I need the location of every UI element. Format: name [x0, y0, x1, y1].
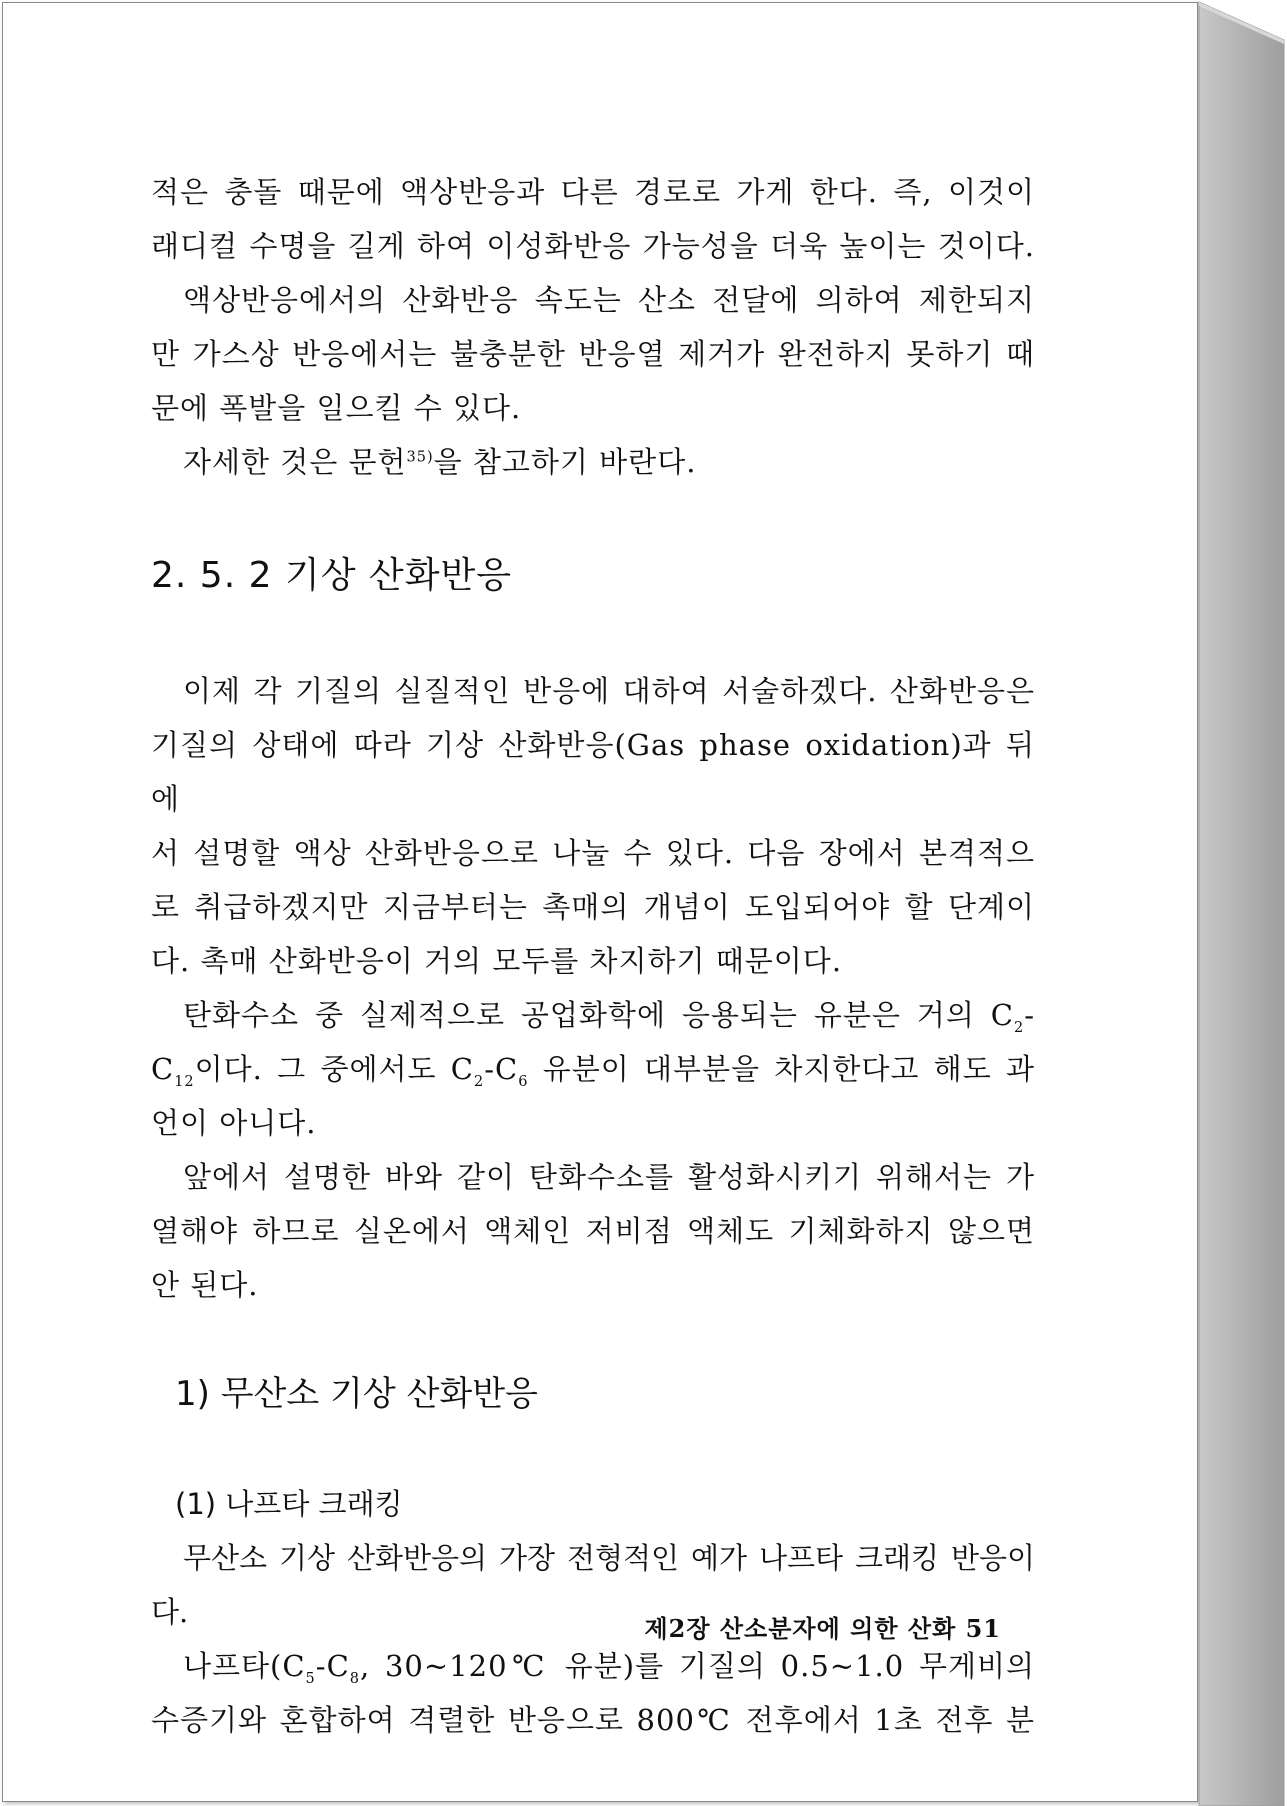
text-span: 을 참고하기 바란다. [433, 445, 697, 479]
text-span: 유분이 대부분을 차지한다고 해도 과 [528, 1052, 1035, 1086]
text-span: C [151, 1052, 175, 1086]
paragraph-line: 래디컬 수명을 길게 하여 이성화반응 가능성을 더욱 높이는 것이다. [151, 229, 1035, 263]
paragraph-line: 기질의 상태에 따라 기상 산화반응(Gas phase oxidation)과 뒤에 [151, 728, 1035, 816]
text-span: 탄화수소 중 실제적으로 공업화학에 응용되는 유분은 거의 C [183, 998, 1014, 1032]
text-span: - [1024, 998, 1035, 1032]
subsubsection-heading: (1) 나프타 크래킹 [175, 1487, 403, 1521]
paragraph-line: 언이 아니다. [151, 1106, 317, 1140]
paragraph-line: 수증기와 혼합하여 격렬한 반응으로 800℃ 전후에서 1초 전후 분 [151, 1703, 1035, 1737]
subscript: 12 [174, 1073, 195, 1090]
paragraph-line: 서 설명할 액상 산화반응으로 나눌 수 있다. 다음 장에서 본격적으 [151, 836, 1035, 870]
paragraph-line: 문에 폭발을 일으킬 수 있다. [151, 391, 522, 425]
reference-number: 35) [406, 449, 434, 466]
text-span: -C [484, 1052, 519, 1086]
page-footer: 제2장 산소분자에 의한 산화 51 [644, 1614, 1001, 1643]
section-heading: 2. 5. 2 기상 산화반응 [151, 555, 513, 596]
subscript: 5 [305, 1670, 316, 1687]
paragraph-line: 액상반응에서의 산화반응 속도는 산소 전달에 의하여 제한되지 [183, 283, 1035, 317]
paragraph-line: 적은 충돌 때문에 액상반응과 다른 경로로 가게 한다. 즉, 이것이 [151, 175, 1035, 209]
subscript: 8 [349, 1670, 361, 1687]
text-span: 이다. 그 중에서도 C [194, 1052, 474, 1086]
text-span: , 30~120℃ 유분)를 기질의 0.5~1.0 무게비의 [360, 1649, 1035, 1683]
paragraph-line: 무산소 기상 산화반응의 가장 전형적인 예가 나프타 크래킹 반응이다. [151, 1541, 1035, 1629]
text-span: -C [315, 1649, 350, 1683]
paragraph-line: 이제 각 기질의 실질적인 반응에 대하여 서술하겠다. 산화반응은 [183, 674, 1035, 708]
subscript: 2 [473, 1073, 485, 1090]
subsection-heading: 1) 무산소 기상 산화반응 [175, 1374, 538, 1414]
paragraph-line: 앞에서 설명한 바와 같이 탄화수소를 활성화시키기 위해서는 가 [183, 1160, 1035, 1194]
text-span: 자세한 것은 문헌 [183, 445, 407, 479]
paragraph-line: 다. 촉매 산화반응이 거의 모두를 차지하기 때문이다. [151, 944, 843, 978]
subscript: 2 [1013, 1019, 1025, 1036]
paragraph-line: 만 가스상 반응에서는 불충분한 반응열 제거가 완전하지 못하기 때 [151, 337, 1035, 371]
subscript: 6 [518, 1073, 529, 1090]
paragraph-line: 안 된다. [151, 1268, 259, 1302]
paragraph-line: 로 취급하겠지만 지금부터는 촉매의 개념이 도입되어야 할 단계이 [151, 890, 1035, 924]
paragraph-line: 열해야 하므로 실온에서 액체인 저비점 액체도 기체화하지 않으면 [151, 1214, 1035, 1248]
text-span: 나프타(C [183, 1649, 306, 1683]
